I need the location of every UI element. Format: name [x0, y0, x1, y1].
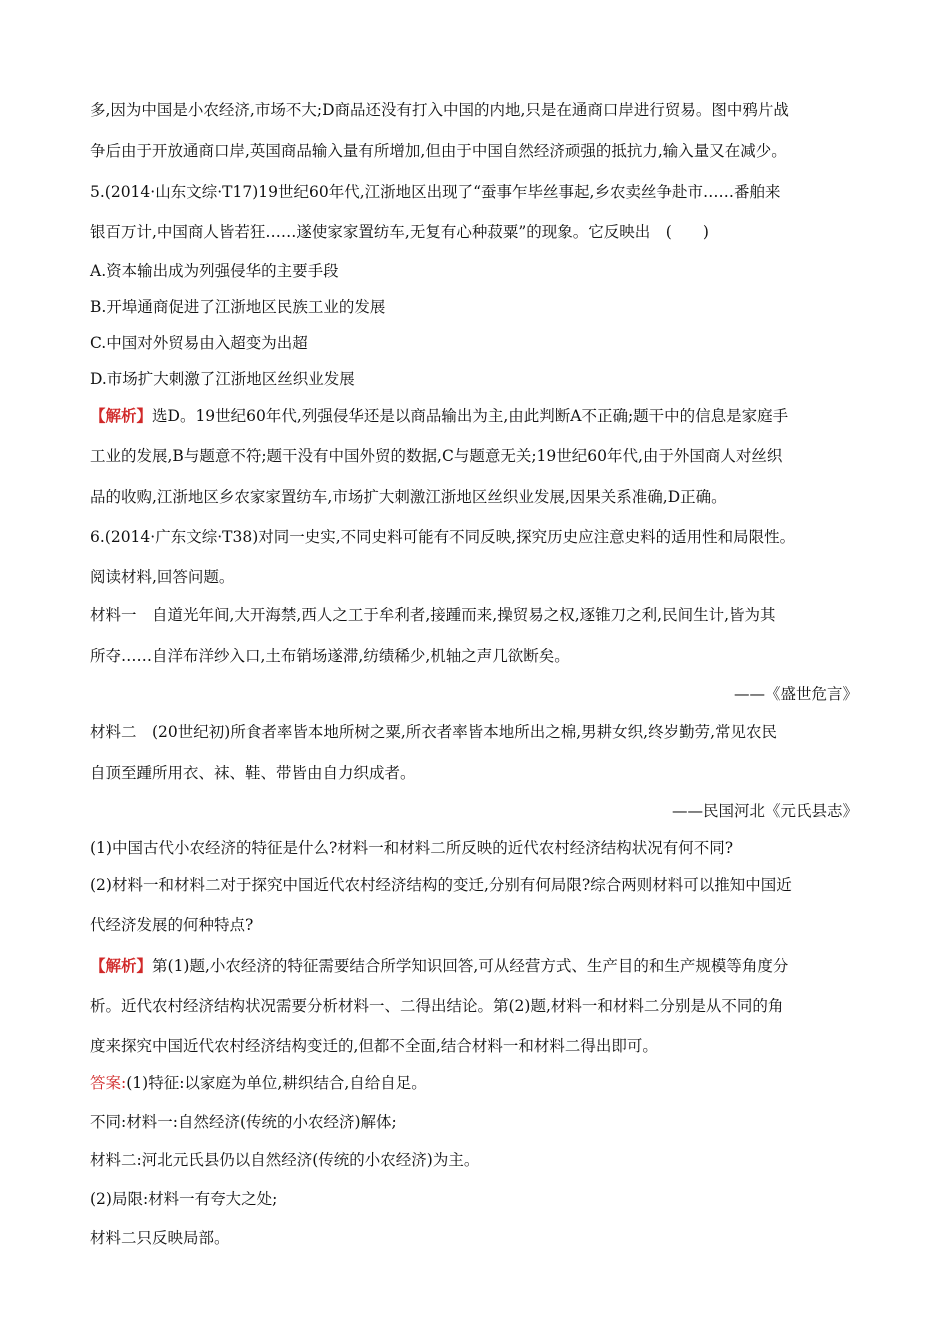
- text-line: 工业的发展,B与题意不符;题干没有中国外贸的数据,C与题意无关;19世纪60年代,由于外国商人对丝织: [90, 447, 783, 465]
- question-5-stem: 5.(2014·山东文综·T17)19世纪60年代,江浙地区出现了“蚕事乍毕丝事起,乡农卖丝争赴市……番舶来: [90, 183, 781, 201]
- answer-label: 答案:: [90, 1074, 127, 1092]
- text-line: 不同:材料一:自然经济(传统的小农经济)解体;: [90, 1113, 397, 1131]
- option-b: B.开埠通商促进了江浙地区民族工业的发展: [90, 298, 386, 316]
- text-line: 材料二只反映局部。: [90, 1229, 230, 1247]
- text-line: 度来探究中国近代农村经济结构变迁的,但都不全面,结合材料一和材料二得出即可。: [90, 1037, 658, 1055]
- text-line: 多,因为中国是小农经济,市场不大;D商品还没有打入中国的内地,只是在通商口岸进行贸易。图中鸦片战: [90, 101, 789, 119]
- analysis-label: 【解析】: [90, 956, 153, 975]
- material-2: 自顶至踵所用衣、袜、鞋、带皆由自力织成者。: [90, 764, 416, 782]
- material-2-source: ——民国河北《元氏县志》: [671, 802, 858, 820]
- question-6-stem: 6.(2014·广东文综·T38)对同一史实,不同史料可能有不同反映,探究历史应注意史料的适用性和局限性。: [90, 528, 796, 546]
- analysis-paragraph: [90, 956, 880, 976]
- sub-question-2: (2)材料一和材料二对于探究中国近代农村经济结构的变迁,分别有何局限?综合两则材料可以推知中国近: [90, 876, 792, 894]
- sub-question-1: (1)中国古代小农经济的特征是什么?材料一和材料二所反映的近代农村经济结构状况有何不同?: [90, 839, 734, 857]
- option-a: A.资本输出成为列强侵华的主要手段: [90, 262, 339, 280]
- option-d: D.市场扩大刺激了江浙地区丝织业发展: [90, 370, 355, 388]
- material-1: 材料一 自道光年间,大开海禁,西人之工于牟利者,接踵而来,操贸易之权,逐锥刀之利,民间生计,皆为其: [90, 606, 776, 624]
- analysis-label: 【解析】: [90, 406, 153, 425]
- text-line: 代经济发展的何种特点?: [90, 916, 254, 934]
- text-line: 品的收购,江浙地区乡农家家置纺车,市场扩大刺激江浙地区丝织业发展,因果关系准确,D正确。: [90, 488, 727, 506]
- text-line: 争后由于开放通商口岸,英国商品输入量有所增加,但由于中国自然经济顽强的抵抗力,输入量又在减少。: [90, 142, 787, 160]
- text-line: 阅读材料,回答问题。: [90, 568, 235, 586]
- text-line: (2)局限:材料一有夸大之处;: [90, 1190, 278, 1208]
- text-line: 析。近代农村经济结构状况需要分析材料一、二得出结论。第(2)题,材料一和材料二分别是从不同的角: [90, 997, 784, 1015]
- answer-paragraph: [90, 1073, 880, 1093]
- analysis-paragraph: [90, 406, 880, 426]
- analysis-text: 第(1)题,小农经济的特征需要结合所学知识回答,可从经营方式、生产目的和生产规模等角度分: [152, 957, 789, 975]
- answer-text: (1)特征:以家庭为单位,耕织结合,自给自足。: [126, 1074, 427, 1092]
- material-1-source: ——《盛世危言》: [733, 685, 858, 703]
- material-2: 材料二 (20世纪初)所食者率皆本地所树之粟,所衣者率皆本地所出之棉,男耕女织,终岁勤劳,常见农民: [90, 723, 778, 741]
- text-line: 材料二:河北元氏县仍以自然经济(传统的小农经济)为主。: [90, 1151, 480, 1169]
- material-1: 所夺……自洋布洋纱入口,土布销场遂滞,纺绩稀少,机轴之声几欲断矣。: [90, 647, 570, 665]
- analysis-text: 选D。19世纪60年代,列强侵华还是以商品输出为主,由此判断A不正确;题干中的信息是家庭手: [152, 407, 789, 425]
- option-c: C.中国对外贸易由入超变为出超: [90, 334, 308, 352]
- question-5-stem: 银百万计,中国商人皆若狂……遂使家家置纺车,无复有心种菽粟”的现象。它反映出 ( ): [90, 223, 709, 241]
